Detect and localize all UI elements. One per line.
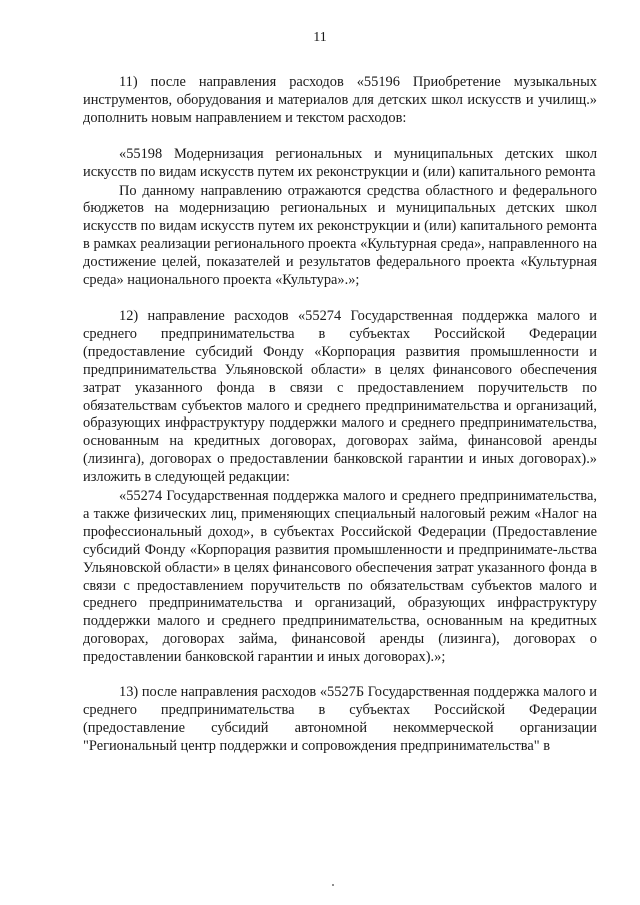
paragraph-item-13: 13) после направления расходов «5527Б Государственная поддержка малого и среднего предпринимательства в субъектах Российской Федерации (предоставление субсидий автономной некоммерческой организации "Региональный центр поддержки и сопровождения предпринимательства" в bbox=[83, 684, 597, 754]
paragraph-code-55198-description: По данному направлению отражаются средства областного и федерального бюджетов на модернизацию региональных и муниципальных детских школ искусств по видам искусств путем их реконструкции и (или) капитального ремонта в рамках реализации регионального проекта «Культурная среда», направленного на достижение целей, показателей и результатов федерального проекта «Культурная среда» национального проекта «Культура».»; bbox=[83, 182, 597, 289]
paragraph-item-11: 11) после направления расходов «55196 Приобретение музыкальных инструментов, оборудования и материалов для детских школ искусств и училищ.» дополнить новым направлением и текстом расходов: bbox=[83, 74, 597, 126]
paragraph-item-12: 12) направление расходов «55274 Государственная поддержка малого и среднего предпринимательства в субъектах Российской Федерации (предоставление субсидий Фонду «Корпорация развития промышленности и предпринимательства Ульяновской области» в целях финансового обеспечения затрат указанного фонда в связи с предоставлением поручительств по обязательствам субъектов малого и среднего предпринимательства и организаций, образующих инфраструктуру поддержки малого и среднего предпринимательства, основанным на кредитных договорах, договорах займа, финансовой аренды (лизинга), договорах о предоставлении банковской гарантии и иных договорах).» изложить в следующей редакции: bbox=[83, 307, 597, 486]
document-body bbox=[83, 74, 597, 756]
paragraph-code-55274-new-text: «55274 Государственная поддержка малого и среднего предпринимательства, а также физических лиц, применяющих специальный налоговый режим «Налог на профессиональный доход», в субъектах Российской Федерации (Предоставление субсидий Фонду «Корпорация развития промышленности и предпринимате-льства Ульяновской области» в целях финансового обеспечения затрат указанного фонда в связи с предоставлением поручительств по обязательствам субъектов малого и среднего предпринимательства и организаций, образующих инфраструктуру поддержки малого и среднего предпринимательства, основанным на кредитных договорах, договорах займа, финансовой аренды (лизинга), договорах о предоставлении банковской гарантии и иных договорах).»; bbox=[83, 488, 597, 666]
page-number: 11 bbox=[313, 30, 327, 45]
paragraph-code-55198-title: «55198 Модернизация региональных и муниципальных детских школ искусств по видам искусств путем их реконструкции и (или) капитального ремонта bbox=[83, 145, 597, 180]
scan-dot bbox=[332, 884, 334, 886]
